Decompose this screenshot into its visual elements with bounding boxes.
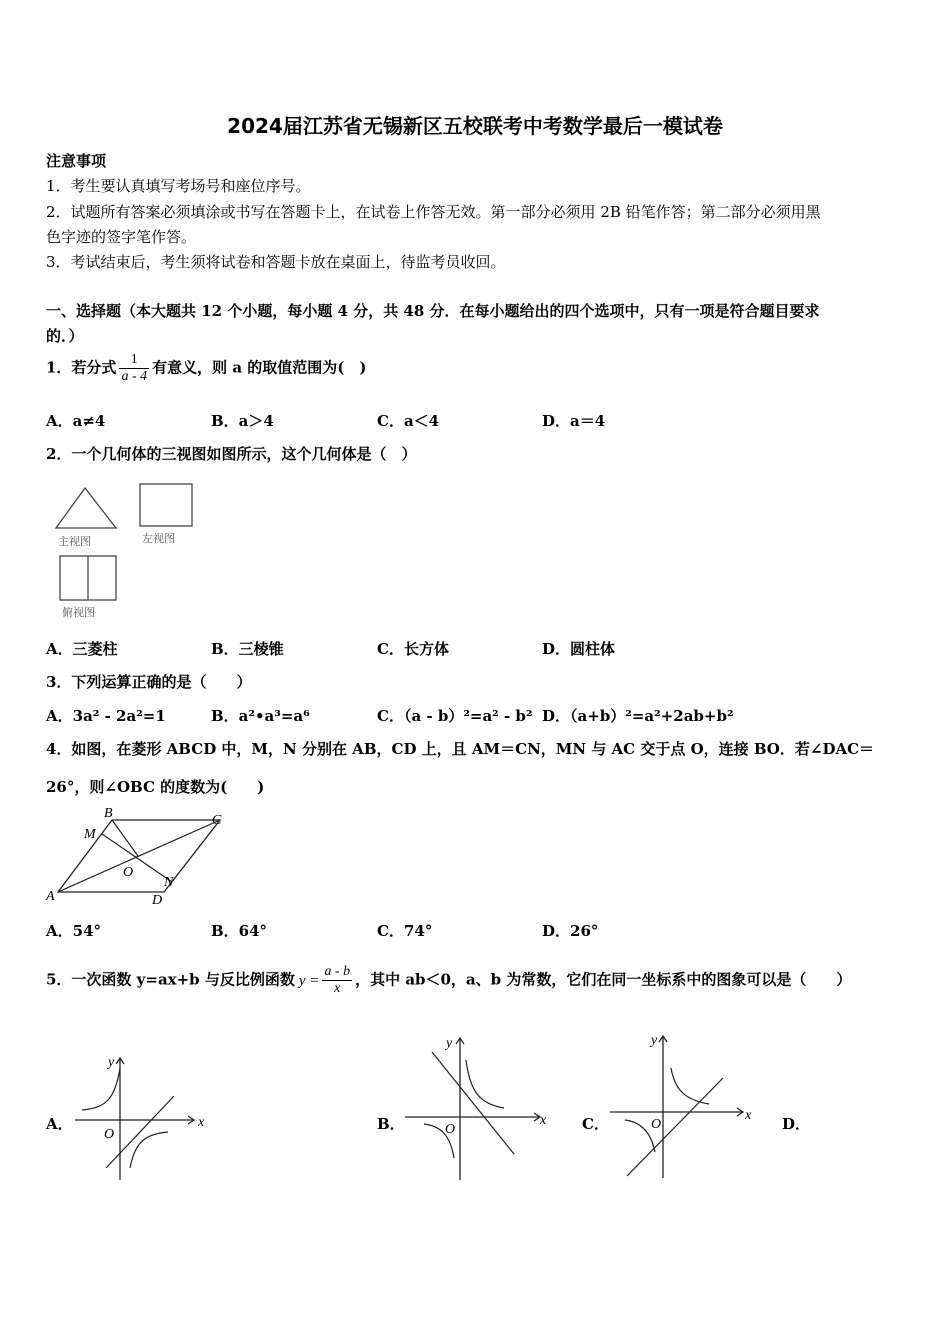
q3-option-d: D．（a+b）²=a²+2ab+b² bbox=[542, 707, 734, 725]
point-n-label: N bbox=[164, 875, 174, 890]
q1-frac-den: a - 4 bbox=[121, 369, 148, 384]
q1-option-b: B．a＞4 bbox=[211, 412, 274, 430]
x-axis-label: x bbox=[540, 1113, 547, 1128]
y-axis-label: y bbox=[446, 1036, 453, 1051]
x-axis-label: x bbox=[745, 1108, 752, 1123]
point-b-label: B bbox=[104, 806, 113, 821]
graph-a bbox=[70, 1050, 220, 1185]
section1-heading-line2: 的．） bbox=[46, 327, 84, 345]
q3-option-c: C．（a - b）²=a² - b² bbox=[377, 707, 533, 725]
q2-stem: 2．一个几何体的三视图如图所示，这个几何体是（ ） bbox=[46, 445, 417, 463]
q5-func-lhs: y = bbox=[298, 972, 320, 989]
origin-label: O bbox=[445, 1122, 456, 1137]
q1-suffix: 有意义，则 a 的取值范围为( ) bbox=[152, 358, 367, 377]
notice-item-3: 3．考试结束后，考生须将试卷和答题卡放在桌面上，待监考员收回。 bbox=[46, 253, 506, 271]
point-c-label: C bbox=[212, 813, 222, 828]
q5-option-b-label: B． bbox=[377, 1115, 405, 1133]
q3-stem: 3．下列运算正确的是（ ） bbox=[46, 673, 252, 691]
q4-stem-line2: 26°，则∠OBC 的度数为( ) bbox=[46, 778, 265, 796]
point-o-label: O bbox=[123, 865, 134, 880]
q3-option-a: A．3a² - 2a²=1 bbox=[46, 707, 166, 725]
graph-b bbox=[400, 1030, 560, 1185]
q5-prefix: 5．一次函数 y=ax+b 与反比例函数 bbox=[46, 970, 295, 989]
q4-option-a: A．54° bbox=[46, 922, 102, 940]
three-view-diagram bbox=[50, 480, 210, 620]
q4-stem-line1: 4．如图，在菱形 ABCD 中，M，N 分别在 AB，CD 上，且 AM＝CN，MN 与 AC 交于点 O，连接 BO．若∠DAC＝ bbox=[46, 740, 875, 758]
graph-c bbox=[605, 1028, 765, 1183]
point-d-label: D bbox=[152, 893, 163, 908]
notice-item-1: 1．考生要认真填写考场号和座位序号。 bbox=[46, 177, 311, 195]
rhombus-diagram bbox=[44, 806, 244, 908]
q5-option-c-label: C． bbox=[582, 1115, 609, 1133]
hyperbola-branch bbox=[82, 1068, 120, 1110]
section1-heading-line1: 一、选择题（本大题共 12 个小题，每小题 4 分，共 48 分．在每小题给出的四个选项中，只有一项是符合题目要求 bbox=[46, 302, 820, 320]
x-axis-label: x bbox=[198, 1115, 205, 1130]
q3-option-b: B．a²•a³=a⁶ bbox=[211, 707, 310, 725]
side-view-rect bbox=[140, 484, 192, 526]
q1-option-d: D．a＝4 bbox=[542, 412, 606, 430]
point-m-label: M bbox=[84, 827, 96, 842]
q5-suffix: ，其中 ab＜0，a、b 为常数，它们在同一坐标系中的图象可以是（ ） bbox=[355, 970, 852, 989]
y-axis-label: y bbox=[651, 1033, 658, 1048]
diagonal-ac bbox=[58, 820, 220, 892]
notice-item-2-line1: 2．试题所有答案必须填涂或书写在答题卡上，在试卷上作答无效。第一部分必须用 2B 铅笔作答；第二部分必须用黑 bbox=[46, 203, 821, 221]
q2-option-c: C．长方体 bbox=[377, 640, 449, 658]
q1-frac-num: 1 bbox=[119, 352, 149, 369]
q2-option-d: D．圆柱体 bbox=[542, 640, 616, 658]
linear-function-line bbox=[432, 1052, 514, 1154]
origin-label: O bbox=[651, 1117, 662, 1132]
q1-option-a: A．a≠4 bbox=[46, 412, 106, 430]
front-view-label: 主视图 bbox=[58, 536, 91, 548]
q1-prefix: 1．若分式 bbox=[46, 358, 117, 377]
notice-heading: 注意事项 bbox=[46, 152, 107, 170]
top-view-label: 俯视图 bbox=[62, 607, 95, 619]
q5-frac-den: x bbox=[334, 981, 341, 996]
q5-fraction bbox=[322, 964, 352, 997]
q5-frac-num: a - b bbox=[324, 964, 351, 979]
side-view-label: 左视图 bbox=[142, 533, 175, 545]
q4-option-d: D．26° bbox=[542, 922, 599, 940]
point-a-label: A bbox=[46, 889, 55, 904]
segment-mn bbox=[102, 834, 172, 882]
q1-option-c: C．a＜4 bbox=[377, 412, 440, 430]
front-view-triangle bbox=[56, 488, 116, 528]
origin-label: O bbox=[104, 1127, 115, 1142]
q5-option-a-label: A． bbox=[46, 1115, 73, 1133]
notice-item-2-line2: 色字迹的签字笔作答。 bbox=[46, 228, 197, 246]
page-title: 2024届江苏省无锡新区五校联考中考数学最后一模试卷 bbox=[227, 114, 723, 138]
q2-option-a: A．三菱柱 bbox=[46, 640, 118, 658]
q5-stem bbox=[46, 964, 851, 997]
q1-fraction bbox=[119, 352, 149, 385]
y-axis-label: y bbox=[108, 1055, 115, 1070]
segment-bo bbox=[112, 820, 138, 856]
q1-stem bbox=[46, 352, 366, 385]
q4-option-b: B．64° bbox=[211, 922, 268, 940]
q4-option-c: C．74° bbox=[377, 922, 433, 940]
q2-option-b: B．三棱锥 bbox=[211, 640, 284, 658]
q5-option-d-label: D． bbox=[782, 1115, 811, 1133]
